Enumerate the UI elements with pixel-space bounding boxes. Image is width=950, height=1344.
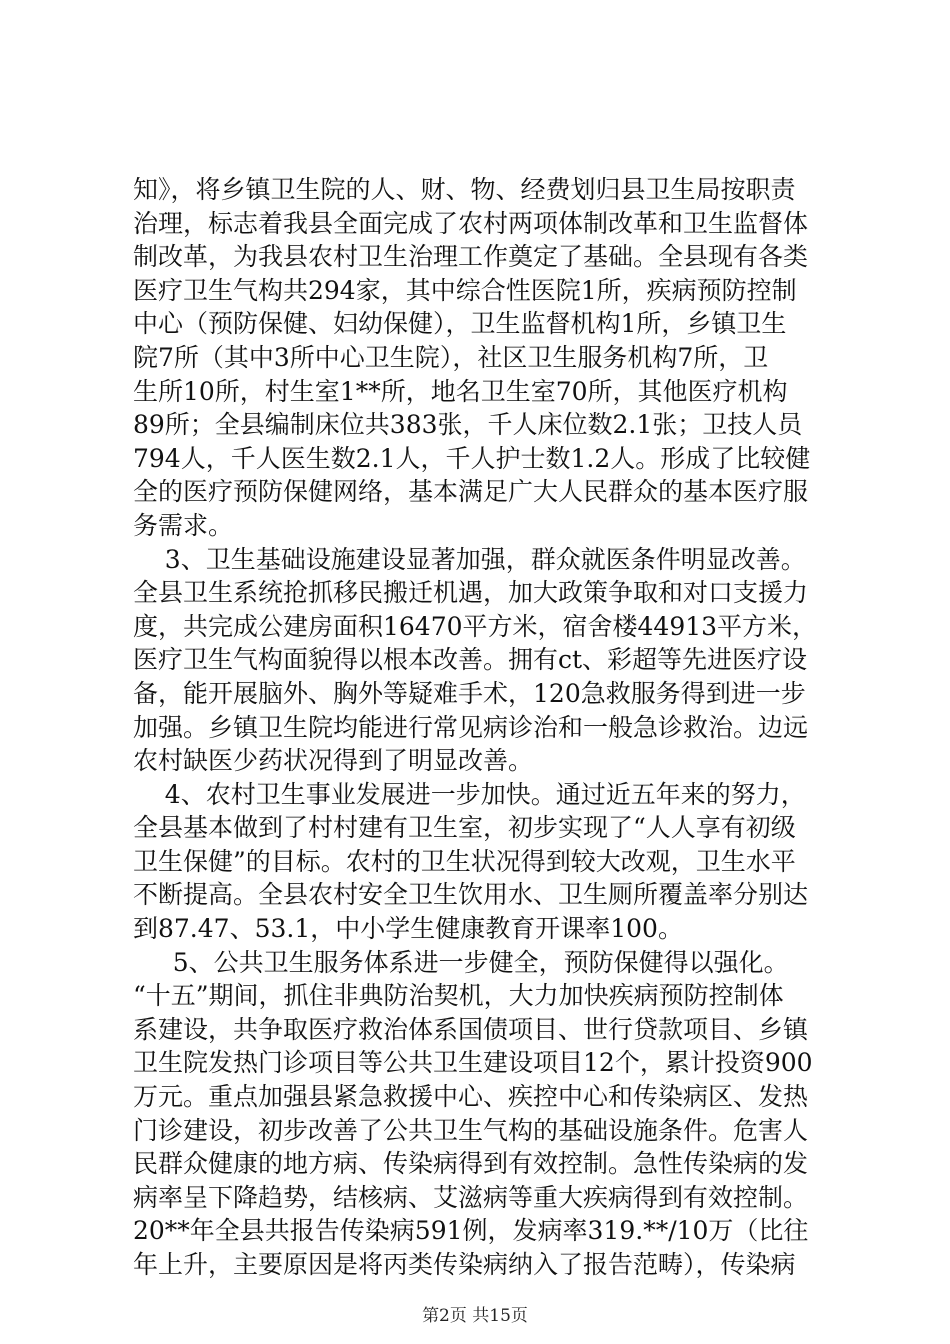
text-line: 度，共完成公建房面积16470平方米，宿舍楼44913平方米，: [133, 611, 818, 641]
text-line: 民群众健康的地方病、传染病得到有效控制。急性传染病的发: [133, 1149, 809, 1179]
text-line: 全县基本做到了村村建有卫生室，初步实现了“人人享有初级: [133, 813, 796, 843]
text-line: 务需求。: [133, 510, 234, 540]
text-line: 知》，将乡镇卫生院的人、财、物、经费划归县卫生局按职责: [133, 175, 796, 204]
text-line: 不断提高。全县农村安全卫生饮用水、卫生厕所覆盖率分别达: [133, 880, 809, 910]
text-line: 4、农村卫生事业发展进一步加快。通过近五年来的努力，: [133, 779, 806, 809]
text-line: 医疗卫生气构面貌得以根本改善。拥有ct、彩超等先进医疗设: [133, 645, 808, 675]
text-line: 20**年全县共报告传染病591例，发病率319.**/10万（比往: [133, 1216, 809, 1246]
text-line: 医疗卫生气构共294家，其中综合性医院1所，疾病预防控制: [133, 275, 797, 305]
text-line: 备，能开展脑外、胸外等疑难手术，120急救服务得到进一步: [133, 678, 806, 708]
page-footer: [0, 1306, 950, 1326]
page-number-label: 第2页 共15页: [422, 1306, 528, 1326]
text-line: 制改革，为我县农村卫生治理工作奠定了基础。全县现有各类: [133, 242, 809, 272]
text-line: 全的医疗预防保健网络，基本满足广大人民群众的基本医疗服: [133, 477, 809, 507]
text-line: 89所；全县编制床位共383张，千人床位数2.1张；卫技人员: [133, 410, 803, 440]
text-line: 卫生院发热门诊项目等公共卫生建设项目12个，累计投资900: [133, 1048, 813, 1078]
text-line: 到87.47、53.1，中小学生健康教育开课率100。: [133, 914, 683, 944]
body-text: [133, 173, 833, 1282]
text-line: 病率呈下降趋势，结核病、艾滋病等重大疾病得到有效控制。: [133, 1182, 809, 1212]
text-line: 生所10所，村生室1**所，地名卫生室70所，其他医疗机构: [133, 376, 788, 406]
text-line: 门诊建设，初步改善了公共卫生气构的基础设施条件。危害人: [133, 1115, 809, 1145]
text-line: 加强。乡镇卫生院均能进行常见病诊治和一般急诊救治。边远: [133, 712, 809, 742]
text-line: 系建设，共争取医疗救治体系国债项目、世行贷款项目、乡镇: [133, 1014, 809, 1044]
text-line: 万元。重点加强县紧急救援中心、疾控中心和传染病区、发热: [133, 1082, 809, 1112]
text-line: 3、卫生基础设施建设显著加强，群众就医条件明显改善。: [133, 544, 806, 574]
text-line: 794人，千人医生数2.1人，千人护士数1.2人。形成了比较健: [133, 443, 811, 473]
text-line: 中心（预防保健、妇幼保健），卫生监督机构1所，乡镇卫生: [133, 309, 787, 339]
text-line: 院7所（其中3所中心卫生院），社区卫生服务机构7所，卫: [133, 342, 769, 372]
text-line: 年上升，主要原因是将丙类传染病纳入了报告范畴），传染病: [133, 1250, 796, 1279]
text-line: 卫生保健”的目标。农村的卫生状况得到较大改观，卫生水平: [133, 846, 796, 876]
text-line: “十五”期间，抓住非典防治契机，大力加快疾病预防控制体: [133, 981, 784, 1011]
text-line: 农村缺医少药状况得到了明显改善。: [133, 746, 534, 776]
text-line: 治理，标志着我县全面完成了农村两项体制改革和卫生监督体: [133, 208, 809, 238]
text-line: 5、公共卫生服务体系进一步健全，预防保健得以强化。: [133, 947, 789, 977]
text-line: 全县卫生系统抢抓移民搬迁机遇，加大政策争取和对口支援力: [133, 578, 809, 608]
